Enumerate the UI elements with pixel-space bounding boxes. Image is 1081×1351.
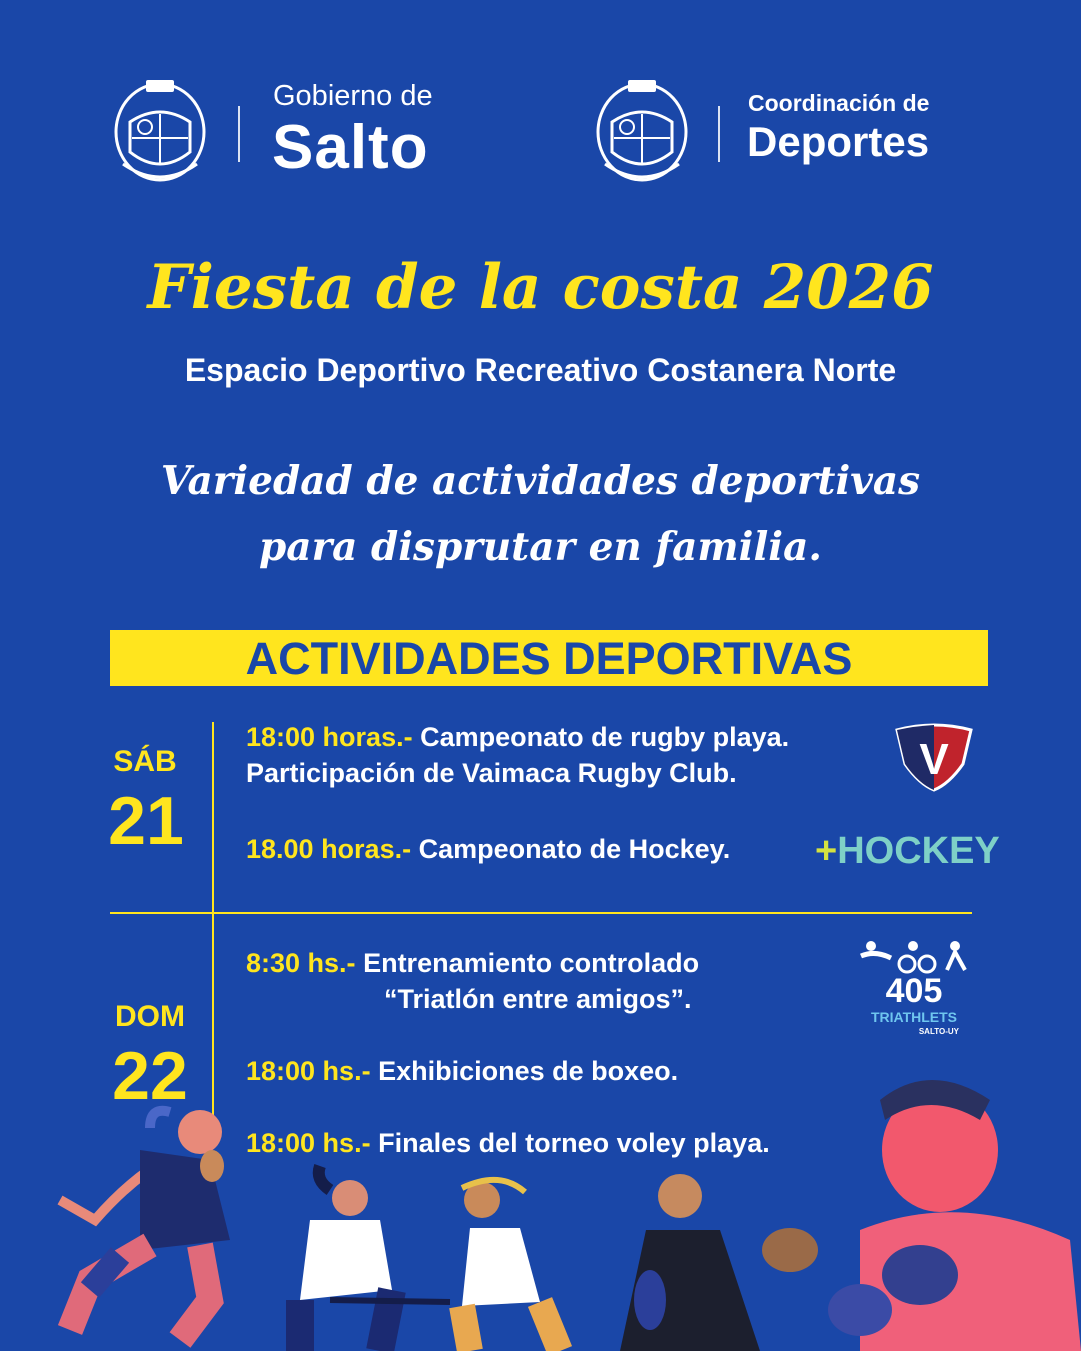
activities-banner: [110, 630, 988, 686]
header-separator: [238, 106, 240, 162]
activity-hockey: [246, 834, 730, 865]
salto-label: Salto: [272, 113, 429, 182]
day-number-saturday: 21: [108, 783, 184, 859]
gobierno-de-label: Gobierno de: [273, 80, 433, 112]
activity-time: 18:00 horas.-: [246, 722, 413, 752]
activity-text: Campeonato de rugby playa.: [420, 722, 790, 752]
activity-text: Entrenamiento controlado: [363, 948, 700, 978]
activity-time: 18.00 horas.-: [246, 834, 412, 864]
hockey-logo: [815, 830, 1000, 873]
field-player-illustration: [462, 1180, 560, 1351]
activity-text: Finales del torneo voley playa.: [378, 1128, 770, 1158]
triathletes-number: 405: [885, 972, 943, 1010]
triathletes-logo: [855, 936, 973, 1038]
hockey-player-illustration: [300, 1166, 450, 1351]
salto-crest-icon: [108, 72, 212, 188]
activity-text: Exhibiciones de boxeo.: [378, 1056, 679, 1086]
activity-time: 18:00 hs.-: [246, 1056, 371, 1086]
deportes-label: Deportes: [747, 118, 930, 165]
venue-name: Espacio Deportivo Recreativo Costanera Norte: [184, 352, 897, 388]
hockey-logo-plus: +: [815, 830, 838, 872]
rugby-logo-letter: V: [919, 735, 949, 784]
boxer-illustration: [828, 1080, 1081, 1351]
header-separator: [718, 106, 720, 162]
triathletes-subtext: SALTO-UY: [918, 1027, 959, 1036]
activity-time: 8:30 hs.-: [246, 948, 356, 978]
schedule-horizontal-divider: [110, 912, 972, 914]
athletes-illustration: [0, 1070, 1081, 1351]
day-label-saturday: SÁB: [113, 745, 177, 778]
activity-triathlon: [246, 948, 699, 979]
event-title: Fiesta de la costa 2026: [147, 252, 934, 323]
rugby-club-shield-icon: [893, 722, 975, 792]
tagline-line-2: para disprutar en familia.: [259, 524, 822, 570]
activity-rugby-detail: Participación de Vaimaca Rugby Club.: [246, 758, 737, 788]
schedule-vertical-divider: [212, 722, 214, 1122]
triathletes-text: TRIATHLETS: [870, 1009, 958, 1025]
activity-time: 18:00 hs.-: [246, 1128, 371, 1158]
tagline-line-1: Variedad de actividades deportivas: [160, 458, 921, 504]
day-number-sunday: 22: [112, 1038, 188, 1114]
activity-text: Campeonato de Hockey.: [418, 834, 731, 864]
salto-crest-icon: [590, 72, 694, 188]
goalkeeper-illustration: [620, 1174, 818, 1351]
rugby-player-illustration: [60, 1110, 230, 1340]
coordinacion-label: Coordinación de: [748, 90, 930, 116]
activity-rugby: [246, 722, 789, 753]
activities-banner-label: ACTIVIDADES DEPORTIVAS: [245, 633, 853, 684]
day-label-sunday: DOM: [115, 1000, 185, 1033]
activity-triathlon-detail: “Triatlón entre amigos”.: [384, 984, 692, 1014]
hockey-logo-text: HOCKEY: [837, 830, 1000, 872]
